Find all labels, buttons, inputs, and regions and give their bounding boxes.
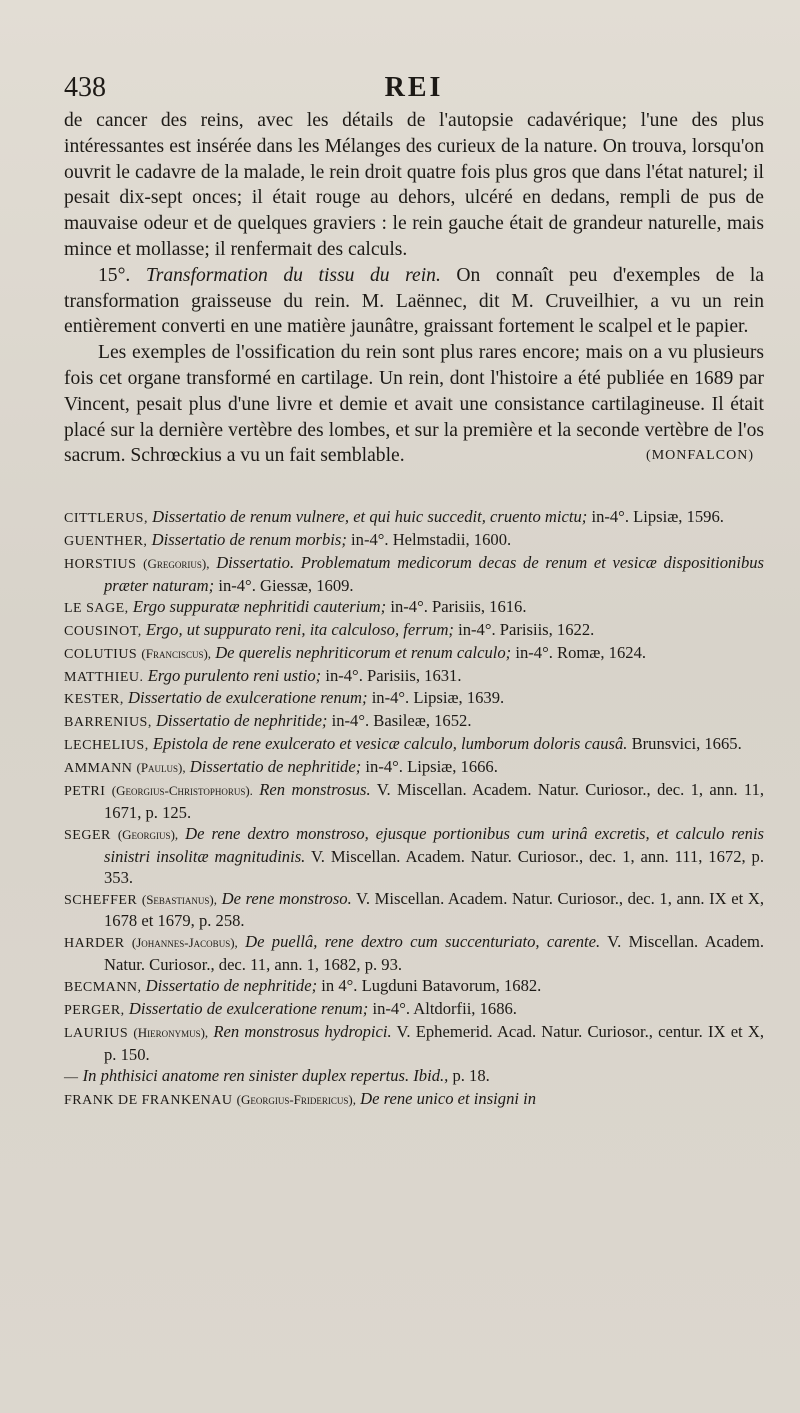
entry-author: — — [64, 1069, 79, 1085]
entry-author: CITTLERUS, — [64, 511, 148, 527]
entry-given-name: (Johannes-Jacobus), — [131, 935, 238, 951]
entry-author: PETRI — [64, 784, 106, 800]
running-title: REI — [384, 72, 444, 103]
bibliography-entry — [64, 597, 764, 620]
bibliography-entry — [64, 1066, 764, 1089]
entry-title: Ergo, ut suppurato reni, ita calculoso, ferrum; — [145, 619, 454, 639]
page-number: 438 — [64, 72, 106, 103]
entry-author: PERGER, — [64, 1003, 125, 1019]
entry-title: Ren monstrosus. — [259, 780, 371, 800]
entry-title: Ergo purulento reni ustio; — [147, 665, 322, 685]
section-number: 15°. — [98, 264, 131, 286]
entry-publication: in-4°. Helmstadii, 1600. — [351, 530, 512, 550]
entry-publication: in-4°. Romæ, 1624. — [515, 642, 647, 662]
entry-author: AMMANN — [64, 761, 133, 777]
section-title: Transformation du tissu du rein. — [145, 264, 441, 286]
entry-title: Ergo suppuratæ nephritidi cauterium; — [132, 596, 387, 616]
entry-title: Dissertatio de nephritide; — [189, 757, 362, 777]
bibliography-entry — [64, 507, 764, 530]
bibliography-entry — [64, 757, 764, 780]
entry-title: Dissertatio de renum vulnere, et qui huic succedit, cruento mictu; — [152, 507, 588, 527]
entry-given-name: (Georgius-Christophorus). — [111, 783, 253, 799]
entry-title: De querelis nephriticorum et renum calculo; — [215, 642, 512, 662]
entry-publication: in-4°. Lipsiæ, 1666. — [365, 757, 498, 777]
entry-title: Dissertatio. Problematum medicorum decas de renum et vesicæ dispositionibus præter naturam; — [104, 552, 764, 595]
entry-given-name: (Franciscus), — [141, 645, 212, 661]
entry-publication: in-4°. Parisiis, 1616. — [390, 596, 527, 616]
entry-publication: in 4°. Lugduni Batavorum, 1682. — [321, 976, 542, 996]
entry-publication: in-4°. Altdorfii, 1686. — [372, 999, 517, 1019]
bibliography-entry — [64, 734, 764, 757]
section-text: On connaît peu d'exemples de la transformation graisseuse du rein. M. Laënnec, dit M. Cruveilhier, a vu un rein entièrement converti en une matière jaunâtre, graissant fortement le scalpel et le papier. — [64, 264, 764, 338]
paragraph-3: Les exemples de l'ossification du rein sont plus rares encore; mais on a vu plusieurs fois cet organe transformé en cartilage. Un rein, dont l'histoire a été publiée en 1689 par Vincent, pesait plus d'une livre et demie et avait une consistance cartilagineuse. Il était placé sur la dernière vertèbre des lombes, et sur la première et la seconde vertèbre de l'os sacrum. Schrœckius a vu un fait semblable. — [64, 342, 764, 467]
page-header — [64, 72, 764, 104]
entry-publication: in-4°. Basileæ, 1652. — [331, 711, 472, 731]
entry-publication: in-4°. Giessæ, 1609. — [218, 575, 354, 595]
bibliography-entry — [64, 1022, 764, 1066]
entry-given-name: (Paulus), — [136, 760, 186, 776]
entry-given-name: (Georgius-Fridericus), — [236, 1091, 356, 1107]
entry-author: GUENTHER, — [64, 534, 148, 550]
entry-author: FRANK DE FRANKENAU — [64, 1092, 233, 1108]
entry-author: LECHELIUS, — [64, 738, 149, 754]
entry-title: De puellâ, rene dextro cum succenturiato, carente. — [245, 932, 601, 952]
entry-publication: in-4°. Parisiis, 1622. — [458, 619, 595, 639]
entry-author: HORSTIUS — [64, 556, 137, 572]
entry-given-name: (Georgius), — [117, 826, 179, 842]
entry-author: SCHEFFER — [64, 892, 138, 908]
entry-author: COLUTIUS — [64, 646, 138, 662]
entry-title: Dissertatio de exulceratione renum; — [128, 688, 368, 708]
bibliography-entry — [64, 643, 764, 666]
paragraph-1: de cancer des reins, avec les détails de l'autopsie cadavérique; l'une des plus intéressantes est insérée dans les Mélanges des curieux de la nature. On trouva, lorsqu'on ouvrit le cadavre de la malade, le rein droit quatre fois plus gros que dans l'état naturel; il pesait dix-sept onces; il était rouge au dehors, ulcéré en dedans, rempli de pus de mauvaise odeur et de quelques graviers : le rein gauche était de grandeur naturelle, mais mince et mollasse; il renfermait des calculs. — [64, 110, 764, 260]
bibliography-entry — [64, 553, 764, 597]
entry-title: Dissertatio de nephritide; — [156, 711, 328, 731]
bibliography-entry — [64, 824, 764, 889]
entry-author: MATTHIEU. — [64, 669, 144, 685]
entry-publication: in-4°. Lipsiæ, 1596. — [591, 507, 724, 527]
entry-title: Ren monstrosus hydropici. — [213, 1022, 392, 1041]
entry-title: Epistola de rene exulcerato et vesicæ calculo, lumborum doloris causâ. — [152, 734, 628, 754]
entry-title: In phthisici anatome ren sinister duplex repertus. Ibid., — [82, 1065, 449, 1085]
entry-given-name: (Gregorius), — [143, 555, 210, 571]
bibliography-entry — [64, 530, 764, 553]
bibliography-entry — [64, 932, 764, 976]
entry-author: SEGER — [64, 827, 111, 843]
bibliography-entry — [64, 1089, 764, 1112]
entry-author: COUSINOT, — [64, 623, 142, 639]
entry-publication: in-4°. Lipsiæ, 1639. — [371, 688, 505, 708]
main-text — [64, 108, 764, 467]
bibliography-entry — [64, 976, 764, 999]
entry-author: KESTER, — [64, 692, 124, 708]
entry-publication: in-4°. Parisiis, 1631. — [325, 665, 462, 685]
bibliography-entry — [64, 711, 764, 734]
bibliography-entry — [64, 889, 764, 933]
entry-publication: V. Miscellan. Academ. Natur. Curiosor., dec. 1, ann. IX et X, 1678 et 1679, p. 258. — [104, 888, 764, 931]
entry-publication: Brunsvici, 1665. — [631, 734, 742, 754]
entry-title: De rene unico et insigni in — [360, 1088, 537, 1108]
entry-author: BARRENIUS, — [64, 715, 152, 731]
entry-author: LE SAGE, — [64, 600, 129, 616]
bibliography-entry — [64, 999, 764, 1022]
entry-given-name: (Hieronymus), — [133, 1025, 209, 1040]
entry-title: Dissertatio de nephritide; — [145, 976, 318, 996]
bibliography-entry — [64, 620, 764, 643]
bibliography — [64, 507, 764, 1111]
bibliography-entry — [64, 780, 764, 824]
entry-title: Dissertatio de exulceratione renum; — [128, 999, 369, 1019]
entry-publication: p. 18. — [452, 1065, 490, 1085]
entry-title: Dissertatio de renum morbis; — [151, 530, 347, 550]
entry-title: De rene monstroso. — [221, 888, 352, 908]
entry-publication: V. Miscellan. Academ. Natur. Curiosor., dec. 11, ann. 1, 1682, p. 93. — [104, 932, 765, 975]
entry-author: LAURIUS — [64, 1026, 129, 1041]
bibliography-entry — [64, 688, 764, 711]
entry-publication: V. Miscellan. Academ. Natur. Curiosor., dec. 1, ann. 111, 1672, p. 353. — [104, 846, 764, 887]
entry-author: HARDER — [64, 936, 125, 952]
author-signature: (MONFALCON) — [646, 448, 754, 464]
bibliography-entry — [64, 666, 764, 689]
entry-given-name: (Sebastianus), — [141, 891, 218, 907]
entry-publication: V. Miscellan. Academ. Natur. Curiosor., dec. 1, ann. 11, 1671, p. 125. — [104, 780, 765, 822]
entry-author: BECMANN, — [64, 980, 142, 996]
entry-publication: V. Ephemerid. Acad. Natur. Curiosor., centur. IX et X, p. 150. — [104, 1022, 764, 1064]
paragraph-2 — [64, 263, 764, 340]
entry-title: De rene dextro monstroso, ejusque portionibus cum urinâ excretis, et calculo renis sinistri insolitæ magnitudinis. — [104, 823, 765, 866]
